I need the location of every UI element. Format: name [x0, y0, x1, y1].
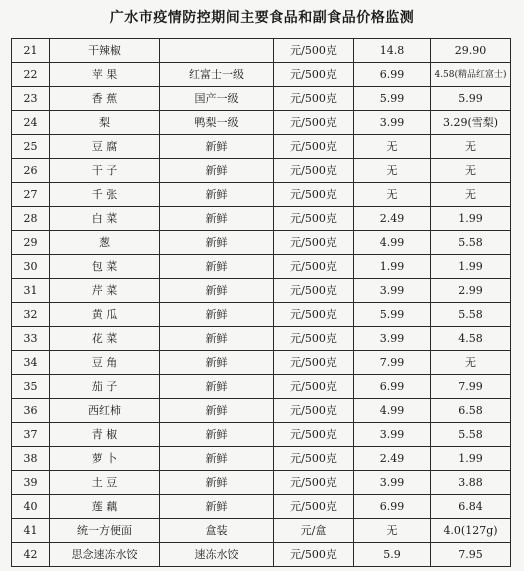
item-name: 花 菜	[50, 327, 160, 351]
item-name: 包 菜	[50, 255, 160, 279]
price-unit: 元/500克	[274, 447, 354, 471]
row-number: 34	[12, 351, 50, 375]
price-unit: 元/500克	[274, 423, 354, 447]
price-store-2: 无	[431, 183, 511, 207]
table-row	[12, 471, 511, 495]
row-number: 35	[12, 375, 50, 399]
price-unit: 元/500克	[274, 471, 354, 495]
price-store-2: 3.29(雪梨)	[431, 111, 511, 135]
item-name: 豆 腐	[50, 135, 160, 159]
item-spec: 新鲜	[160, 279, 274, 303]
item-name: 白 菜	[50, 207, 160, 231]
price-store-1: 5.99	[354, 87, 431, 111]
price-store-1: 无	[354, 519, 431, 543]
item-name: 青 椒	[50, 423, 160, 447]
price-store-1: 3.99	[354, 279, 431, 303]
item-name: 干辣椒	[50, 39, 160, 63]
item-spec: 新鲜	[160, 351, 274, 375]
row-number: 39	[12, 471, 50, 495]
price-unit: 元/500克	[274, 159, 354, 183]
table-row	[12, 111, 511, 135]
table-row	[12, 495, 511, 519]
price-unit: 元/500克	[274, 351, 354, 375]
table-row	[12, 231, 511, 255]
row-number: 23	[12, 87, 50, 111]
table-row	[12, 279, 511, 303]
row-number: 36	[12, 399, 50, 423]
price-store-1: 5.99	[354, 303, 431, 327]
item-spec: 国产一级	[160, 87, 274, 111]
price-unit: 元/500克	[274, 375, 354, 399]
item-name: 梨	[50, 111, 160, 135]
price-store-1: 6.99	[354, 63, 431, 87]
item-spec: 新鲜	[160, 447, 274, 471]
row-number: 37	[12, 423, 50, 447]
row-number: 41	[12, 519, 50, 543]
item-spec: 速冻水饺	[160, 543, 274, 567]
price-store-2: 4.0(127g)	[431, 519, 511, 543]
row-number: 29	[12, 231, 50, 255]
price-store-1: 无	[354, 135, 431, 159]
row-number: 26	[12, 159, 50, 183]
price-store-2: 7.95	[431, 543, 511, 567]
table-row	[12, 519, 511, 543]
table-row	[12, 135, 511, 159]
price-store-2: 6.84	[431, 495, 511, 519]
price-unit: 元/500克	[274, 39, 354, 63]
price-store-2: 1.99	[431, 447, 511, 471]
item-name: 西红柿	[50, 399, 160, 423]
row-number: 22	[12, 63, 50, 87]
price-unit: 元/500克	[274, 207, 354, 231]
table-row	[12, 399, 511, 423]
item-name: 统一方便面	[50, 519, 160, 543]
price-table-body	[12, 39, 511, 567]
document-title: 广水市疫情防控期间主要食品和副食品价格监测	[109, 10, 415, 26]
price-store-2: 无	[431, 351, 511, 375]
price-store-2: 7.99	[431, 375, 511, 399]
row-number: 42	[12, 543, 50, 567]
price-unit: 元/500克	[274, 63, 354, 87]
item-spec: 新鲜	[160, 303, 274, 327]
price-store-1: 3.99	[354, 471, 431, 495]
price-unit: 元/500克	[274, 183, 354, 207]
table-row	[12, 351, 511, 375]
table-row	[12, 303, 511, 327]
price-unit: 元/盒	[274, 519, 354, 543]
item-name: 芹 菜	[50, 279, 160, 303]
table-row	[12, 423, 511, 447]
price-store-1: 3.99	[354, 111, 431, 135]
price-unit: 元/500克	[274, 231, 354, 255]
price-store-1: 无	[354, 183, 431, 207]
price-store-1: 2.49	[354, 447, 431, 471]
price-unit: 元/500克	[274, 303, 354, 327]
price-store-1: 6.99	[354, 495, 431, 519]
price-unit: 元/500克	[274, 255, 354, 279]
table-row	[12, 255, 511, 279]
price-unit: 元/500克	[274, 279, 354, 303]
table-row	[12, 87, 511, 111]
item-spec: 红富士一级	[160, 63, 274, 87]
item-name: 香 蕉	[50, 87, 160, 111]
item-name: 萝 卜	[50, 447, 160, 471]
price-unit: 元/500克	[274, 327, 354, 351]
price-store-2: 无	[431, 135, 511, 159]
row-number: 40	[12, 495, 50, 519]
table-row	[12, 183, 511, 207]
price-store-1: 3.99	[354, 423, 431, 447]
price-store-1: 无	[354, 159, 431, 183]
price-unit: 元/500克	[274, 87, 354, 111]
price-store-2: 5.58	[431, 423, 511, 447]
item-name: 干 子	[50, 159, 160, 183]
item-spec: 新鲜	[160, 423, 274, 447]
item-spec: 新鲜	[160, 159, 274, 183]
row-number: 38	[12, 447, 50, 471]
price-store-1: 4.99	[354, 399, 431, 423]
price-store-1: 3.99	[354, 327, 431, 351]
item-name: 葱	[50, 231, 160, 255]
item-name: 茄 子	[50, 375, 160, 399]
table-row	[12, 327, 511, 351]
row-number: 25	[12, 135, 50, 159]
item-spec: 新鲜	[160, 471, 274, 495]
price-store-2: 1.99	[431, 207, 511, 231]
item-spec: 新鲜	[160, 231, 274, 255]
item-spec: 鸭梨一级	[160, 111, 274, 135]
price-store-1: 2.49	[354, 207, 431, 231]
price-store-2: 4.58	[431, 327, 511, 351]
item-spec: 新鲜	[160, 207, 274, 231]
price-store-2: 5.58	[431, 303, 511, 327]
item-name: 土 豆	[50, 471, 160, 495]
item-spec: 盒装	[160, 519, 274, 543]
table-row	[12, 207, 511, 231]
price-store-2: 3.88	[431, 471, 511, 495]
price-store-1: 7.99	[354, 351, 431, 375]
table-row	[12, 447, 511, 471]
table-row	[12, 63, 511, 87]
row-number: 32	[12, 303, 50, 327]
row-number: 24	[12, 111, 50, 135]
price-store-2: 1.99	[431, 255, 511, 279]
price-store-2: 5.99	[431, 87, 511, 111]
item-name: 千 张	[50, 183, 160, 207]
row-number: 30	[12, 255, 50, 279]
price-store-2: 无	[431, 159, 511, 183]
item-spec	[160, 39, 274, 63]
item-name: 黄 瓜	[50, 303, 160, 327]
item-name: 苹 果	[50, 63, 160, 87]
item-spec: 新鲜	[160, 183, 274, 207]
table-row	[12, 39, 511, 63]
price-unit: 元/500克	[274, 399, 354, 423]
item-spec: 新鲜	[160, 255, 274, 279]
table-row	[12, 375, 511, 399]
item-name: 思念速冻水饺	[50, 543, 160, 567]
table-row	[12, 159, 511, 183]
price-table	[11, 38, 511, 567]
price-store-1: 4.99	[354, 231, 431, 255]
price-store-2: 2.99	[431, 279, 511, 303]
item-spec: 新鲜	[160, 135, 274, 159]
item-spec: 新鲜	[160, 375, 274, 399]
price-store-2: 4.58(精品红富士)	[431, 63, 511, 87]
price-store-2: 6.58	[431, 399, 511, 423]
price-store-1: 5.9	[354, 543, 431, 567]
item-name: 豆 角	[50, 351, 160, 375]
item-spec: 新鲜	[160, 399, 274, 423]
price-store-1: 14.8	[354, 39, 431, 63]
price-unit: 元/500克	[274, 543, 354, 567]
row-number: 27	[12, 183, 50, 207]
item-spec: 新鲜	[160, 327, 274, 351]
price-unit: 元/500克	[274, 495, 354, 519]
price-unit: 元/500克	[274, 111, 354, 135]
row-number: 31	[12, 279, 50, 303]
row-number: 21	[12, 39, 50, 63]
price-store-2: 29.90	[431, 39, 511, 63]
item-name: 莲 藕	[50, 495, 160, 519]
price-store-1: 6.99	[354, 375, 431, 399]
price-store-1: 1.99	[354, 255, 431, 279]
table-row	[12, 543, 511, 567]
row-number: 28	[12, 207, 50, 231]
price-unit: 元/500克	[274, 135, 354, 159]
item-spec: 新鲜	[160, 495, 274, 519]
price-store-2: 5.58	[431, 231, 511, 255]
row-number: 33	[12, 327, 50, 351]
